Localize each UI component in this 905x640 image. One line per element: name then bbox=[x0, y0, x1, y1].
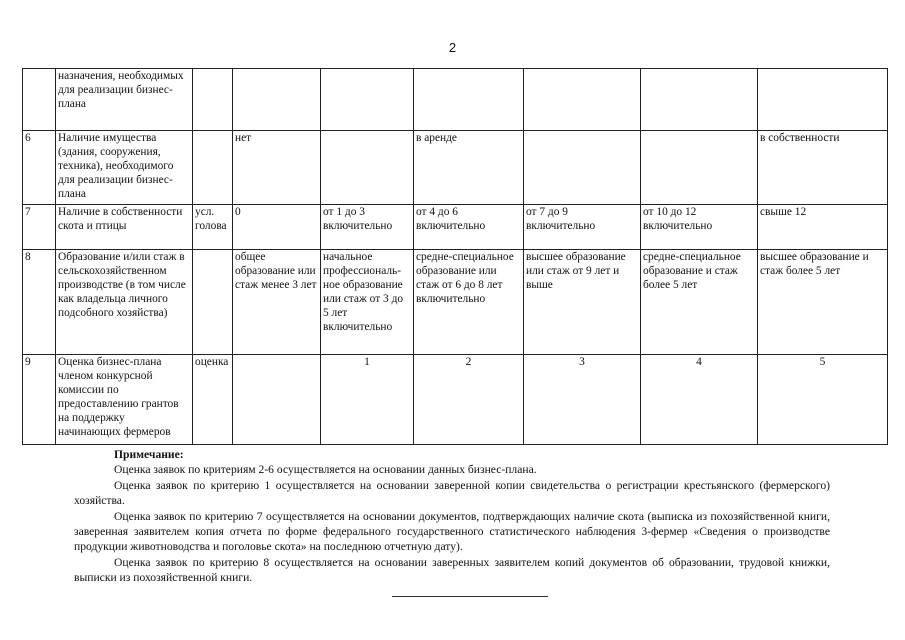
row-number: 6 bbox=[23, 131, 56, 205]
row-number: 9 bbox=[23, 355, 56, 445]
unit-cell bbox=[193, 69, 233, 131]
score-cell bbox=[641, 131, 758, 205]
row-number bbox=[23, 69, 56, 131]
score-cell: 2 bbox=[414, 355, 524, 445]
score-cell: 5 bbox=[758, 355, 888, 445]
table-row bbox=[23, 131, 888, 205]
score-cell: 0 bbox=[233, 205, 321, 250]
score-cell: высшее образование и стаж более 5 лет bbox=[758, 250, 888, 355]
note-paragraph: Оценка заявок по критерию 1 осуществляется на основании заверенной копии свидетельства о регистрации крестьянского (фермерского) хозяйства. bbox=[74, 478, 830, 508]
score-cell bbox=[321, 69, 414, 131]
score-cell: в собственности bbox=[758, 131, 888, 205]
score-cell bbox=[524, 69, 641, 131]
row-number: 8 bbox=[23, 250, 56, 355]
score-cell bbox=[524, 131, 641, 205]
score-cell: средне-специальное образование и стаж более 5 лет bbox=[641, 250, 758, 355]
unit-cell bbox=[193, 250, 233, 355]
score-cell: средне-специальное образование или стаж от 6 до 8 лет включительно bbox=[414, 250, 524, 355]
score-cell: общее образование или стаж менее 3 лет bbox=[233, 250, 321, 355]
score-cell bbox=[641, 69, 758, 131]
score-cell: в аренде bbox=[414, 131, 524, 205]
criterion-cell: Наличие имущества (здания, сооружения, техника), необходимого для реализации бизнес-плана bbox=[56, 131, 193, 205]
note-paragraph: Оценка заявок по критериям 2-6 осуществляется на основании данных бизнес-плана. bbox=[114, 463, 537, 477]
note-paragraph: Оценка заявок по критерию 8 осуществляется на основании заверенных заявителем копий документов об образовании, трудовой книжки, выписки из похозяйственной книги. bbox=[74, 555, 830, 585]
criterion-cell: Оценка бизнес-плана членом конкурсной комиссии по предоставлению грантов на поддержку начинающих фермеров bbox=[56, 355, 193, 445]
score-cell: от 10 до 12 включительно bbox=[641, 205, 758, 250]
table-row bbox=[23, 205, 888, 250]
page-number: 2 bbox=[448, 40, 457, 55]
criterion-cell: Образование и/или стаж в сельскохозяйственном производстве (в том числе как владельца личного подсобного хозяйства) bbox=[56, 250, 193, 355]
closing-divider bbox=[392, 596, 548, 597]
table-row bbox=[23, 69, 888, 131]
row-number: 7 bbox=[23, 205, 56, 250]
score-cell bbox=[414, 69, 524, 131]
score-cell: от 1 до 3 включительно bbox=[321, 205, 414, 250]
score-cell: 1 bbox=[321, 355, 414, 445]
score-cell: 4 bbox=[641, 355, 758, 445]
score-cell bbox=[758, 69, 888, 131]
unit-cell: оценка bbox=[193, 355, 233, 445]
unit-cell: усл. голова bbox=[193, 205, 233, 250]
criterion-cell: Наличие в собственности скота и птицы bbox=[56, 205, 193, 250]
notes-heading: Примечание: bbox=[114, 448, 184, 461]
score-cell: 3 bbox=[524, 355, 641, 445]
score-cell: свыше 12 bbox=[758, 205, 888, 250]
unit-cell bbox=[193, 131, 233, 205]
score-cell: от 4 до 6 включительно bbox=[414, 205, 524, 250]
criteria-table bbox=[22, 68, 888, 445]
score-cell: нет bbox=[233, 131, 321, 205]
note-paragraph: Оценка заявок по критерию 7 осуществляется на основании документов, подтверждающих наличие скота (выписка из похозяйственной книги, заверенная заявителем копия отчета по форме федерального государственного статистического наблюдения 3-фермер «Сведения о производстве продукции животноводства и поголовье скота» на последнюю отчетную дату). bbox=[74, 509, 830, 554]
score-cell: начальное профессиональ-ное образование или стаж от 3 до 5 лет включительно bbox=[321, 250, 414, 355]
notes-section bbox=[74, 447, 830, 586]
score-cell bbox=[233, 355, 321, 445]
score-cell bbox=[321, 131, 414, 205]
criterion-cell: назначения, необходимых для реализации бизнес-плана bbox=[56, 69, 193, 131]
table-row bbox=[23, 355, 888, 445]
table-row bbox=[23, 250, 888, 355]
score-cell bbox=[233, 69, 321, 131]
score-cell: высшее образование или стаж от 9 лет и выше bbox=[524, 250, 641, 355]
score-cell: от 7 до 9 включительно bbox=[524, 205, 641, 250]
